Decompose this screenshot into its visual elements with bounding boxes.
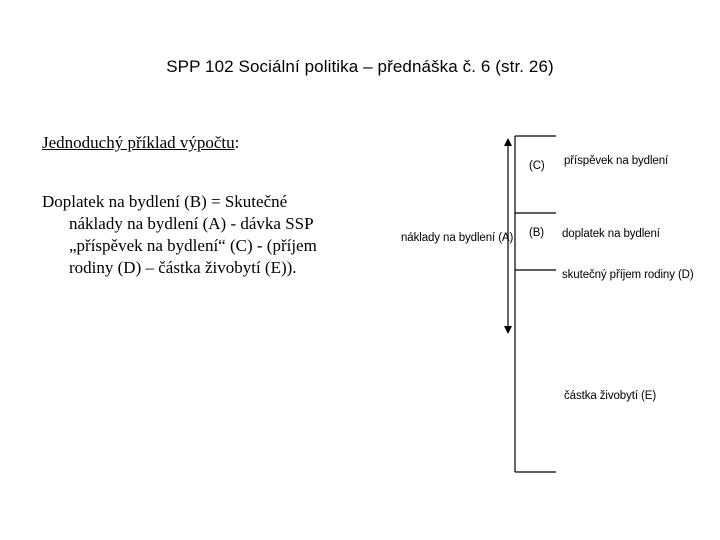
label-family-income: skutečný příjem rodiny (D) [562, 269, 694, 281]
example-subheading-text: Jednoduchý příklad výpočtu [42, 133, 235, 152]
label-housing-allowance: příspěvek na bydlení [564, 155, 669, 167]
example-subheading [42, 133, 239, 153]
label-subsistence-amount: částka živobytí (E) [564, 390, 657, 402]
formula-paragraph [42, 191, 387, 279]
slide-title: SPP 102 Sociální politika – přednáška č. 6 (str. 26) [166, 57, 554, 76]
label-housing-costs: náklady na bydlení (A) [401, 232, 514, 244]
marker-c: (C) [529, 160, 545, 172]
example-subheading-colon: : [234, 133, 240, 152]
formula-line-1: Doplatek na bydlení (B) = Skutečné [42, 192, 288, 211]
marker-b: (B) [529, 227, 545, 239]
formula-line-3: „příspěvek na bydlení“ (C) - (příjem [69, 236, 317, 255]
formula-line-2: náklady na bydlení (A) - dávka SSP [69, 214, 314, 233]
formula-line-4: rodiny (D) – částka živobytí (E)). [69, 258, 297, 277]
label-housing-supplement: doplatek na bydlení [562, 228, 660, 240]
